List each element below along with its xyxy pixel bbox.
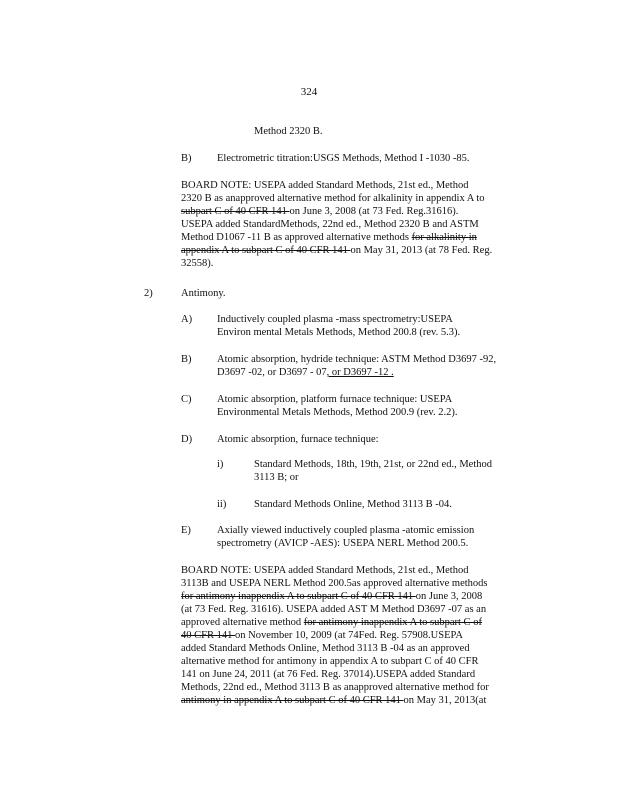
note-line: BOARD NOTE: USEPA added Standard Methods, 21st ed., Method [181, 565, 469, 576]
antimony-item-d-line: Atomic absorption, furnace technique: [217, 434, 379, 445]
note-text: approved alternative method [181, 617, 304, 628]
antimony-item-d-i-label: i) [217, 459, 224, 470]
note-text: on May 31, 2013(at [403, 695, 487, 706]
antimony-item-a-label: A) [181, 314, 193, 325]
note-line: (at 73 Fed. Reg. 31616). USEPA added AST M Method D3697 -07 as an [181, 604, 487, 615]
note-line [181, 590, 526, 603]
note-line [181, 616, 526, 629]
antimony-title: Antimony. [181, 288, 226, 299]
note-line [181, 244, 526, 257]
antimony-item-d-i-line: Standard Methods, 18th, 19th, 21st, or 22nd ed., Method [254, 459, 492, 470]
note-line: 32558). [181, 258, 214, 269]
note-line [181, 205, 526, 218]
note-line: added Standard Methods Online, Method 3113 B -04 as an approved [181, 643, 470, 654]
item-text: D3697 -02, or D3697 - 07 [217, 367, 327, 378]
antimony-item-b-line: Atomic absorption, hydride technique: ASTM Method D3697 -92, [217, 354, 497, 365]
note-line [181, 629, 526, 642]
method-2320b-line: Method 2320 B. [254, 126, 323, 137]
struck-text: antimony in appendix A to subpart C of 40 CFR 141 [181, 695, 404, 706]
note-text: on June 3, 2008 (at 73 Fed. Reg.31616). [289, 206, 459, 217]
note-line [181, 694, 526, 707]
antimony-item-e-label: E) [181, 525, 191, 536]
struck-text: for antimony inappendix A to subpart C of 40 CFR 141 [181, 591, 416, 602]
antimony-label: 2) [144, 288, 153, 299]
inserted-text: , or D3697 -12 . [326, 367, 394, 378]
alkalinity-item-b-text: Electrometric titration:USGS Methods, Method I -1030 -85. [217, 153, 470, 164]
note-line: Methods, 22nd ed., Method 3113 B as anapproved alternative method for [181, 682, 489, 693]
struck-text: subpart C of 40 CFR 141 [181, 206, 290, 217]
note-line: alternative method for antimony in appendix A to subpart C of 40 CFR [181, 656, 479, 667]
alkalinity-item-b-label: B) [181, 153, 192, 164]
antimony-item-a-line: Inductively coupled plasma -mass spectrometry:USEPA [217, 314, 453, 325]
antimony-item-c-line: Atomic absorption, platform furnace technique: USEPA [217, 394, 453, 405]
antimony-item-d-ii-label: ii) [217, 499, 227, 510]
struck-text: for antimony inappendix A to subpart C of [303, 617, 482, 628]
note-line: 3113B and USEPA NERL Method 200.5as approved alternative methods [181, 578, 488, 589]
note-line: USEPA added StandardMethods, 22nd ed., Method 2320 B and ASTM [181, 219, 479, 230]
note-line: 141 on June 24, 2011 (at 76 Fed. Reg. 37014).USEPA added Standard [181, 669, 476, 680]
antimony-item-d-label: D) [181, 434, 193, 445]
note-line [181, 231, 526, 244]
page-number: 324 [300, 86, 318, 98]
struck-text: appendix A to subpart C of 40 CFR 141 [181, 245, 351, 256]
note-text: on June 3, 2008 [415, 591, 483, 602]
antimony-item-c-line: Environmental Metals Methods, Method 200.9 (rev. 2.2). [217, 407, 458, 418]
struck-text: for alkalinity in [411, 232, 477, 243]
antimony-item-d-ii-line: Standard Methods Online, Method 3113 B -04. [254, 499, 452, 510]
antimony-item-b-line [217, 366, 394, 379]
antimony-item-d-i-line: 3113 B; or [254, 472, 299, 483]
antimony-item-e-line: Axially viewed inductively coupled plasma -atomic emission [217, 525, 475, 536]
struck-text: 40 CFR 141 [181, 630, 235, 641]
antimony-item-b-label: B) [181, 354, 192, 365]
antimony-item-e-line: spectrometry (AVICP -AES): USEPA NERL Method 200.5. [217, 538, 469, 549]
note-text: on November 10, 2009 (at 74Fed. Reg. 57908.USEPA [234, 630, 463, 641]
note-text: on May 31, 2013 (at 78 Fed. Reg. [350, 245, 493, 256]
antimony-item-a-line: Environ mental Metals Methods, Method 200.8 (rev. 5.3). [217, 327, 461, 338]
note-text: Method D1067 -11 B as approved alternative methods [181, 232, 412, 243]
note-line: 2320 B as anapproved alternative method for alkalinity in appendix A to [181, 193, 485, 204]
antimony-item-c-label: C) [181, 394, 192, 405]
note-line: BOARD NOTE: USEPA added Standard Methods, 21st ed., Method [181, 180, 469, 191]
